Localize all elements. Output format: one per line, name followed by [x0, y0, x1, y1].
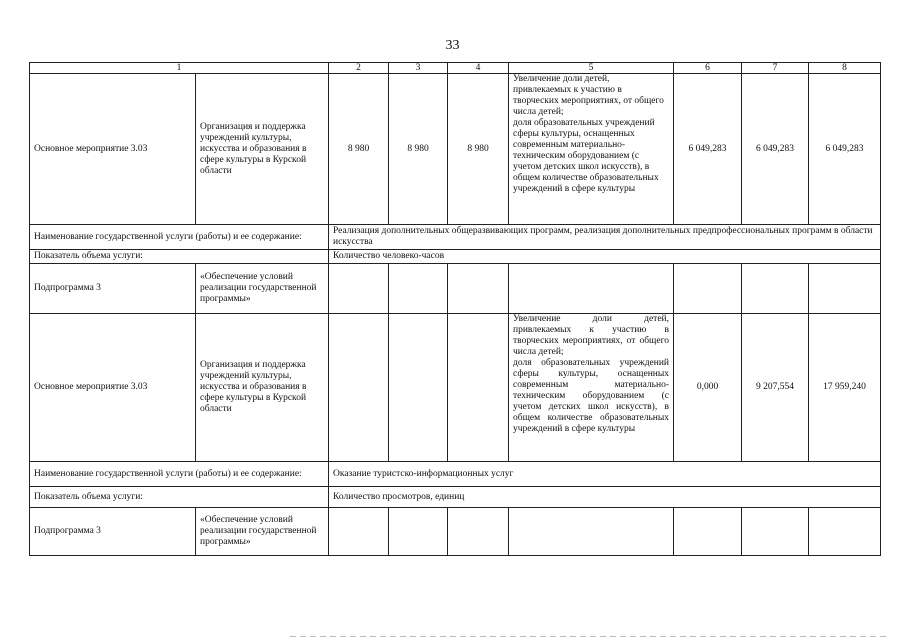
empty-cell: [448, 264, 509, 314]
table-row: [30, 487, 881, 508]
table-row: [30, 250, 881, 264]
value-col-6: 6 049,283: [674, 74, 742, 225]
subprogram-name: «Обеспечение условий реализации государственной программы»: [196, 508, 329, 556]
service-label: Наименование государственной услуги (работы) и ее содержание:: [30, 462, 329, 487]
empty-cell: [329, 508, 389, 556]
indicator-text: Увеличение доли детей, привлекаемых к участию в творческих мероприятиях, от общего числа детей; доля образовательных учреждений сферы культуры, оснащенных современным материально-техническим оборудованием (с учетом детских школ искусств), в общем количестве образовательных учреждений в сфере культуры: [509, 314, 674, 462]
volume-value: Количество человеко-часов: [329, 250, 881, 264]
empty-cell: [809, 508, 881, 556]
subprogram-label: Подпрограмма 3: [30, 508, 196, 556]
value-col-6: 0,000: [674, 314, 742, 462]
subprogram-label: Подпрограмма 3: [30, 264, 196, 314]
service-value: Реализация дополнительных общеразвивающих программ, реализация дополнительных предпрофессиональных программ в области искусства: [329, 225, 881, 250]
activity-name: Организация и поддержка учреждений культуры, искусства и образования в сфере культуры в Курской области: [196, 74, 329, 225]
subprogram-name: «Обеспечение условий реализации государственной программы»: [196, 264, 329, 314]
empty-cell: [742, 508, 809, 556]
empty-cell: [389, 314, 448, 462]
value-col-8: 6 049,283: [809, 74, 881, 225]
table-row: [30, 264, 881, 314]
value-col-8: 17 959,240: [809, 314, 881, 462]
program-table: [29, 62, 881, 556]
header-col-2: 2: [329, 63, 389, 74]
volume-value: Количество просмотров, единиц: [329, 487, 881, 508]
table-row: [30, 508, 881, 556]
volume-label: Показатель объема услуги:: [30, 250, 329, 264]
table-row: [30, 225, 881, 250]
header-col-5: 5: [509, 63, 674, 74]
empty-cell: [742, 264, 809, 314]
empty-cell: [809, 264, 881, 314]
empty-cell: [329, 264, 389, 314]
page-number: 33: [445, 38, 460, 53]
empty-cell: [509, 508, 674, 556]
service-value: Оказание туристско-информационных услуг: [329, 462, 881, 487]
empty-cell: [448, 314, 509, 462]
empty-cell: [509, 264, 674, 314]
value-col-2: 8 980: [329, 74, 389, 225]
header-col-7: 7: [742, 63, 809, 74]
table-row: [30, 462, 881, 487]
empty-cell: [389, 264, 448, 314]
header-col-1: 1: [30, 63, 329, 74]
volume-label: Показатель объема услуги:: [30, 487, 329, 508]
table-row: [30, 314, 881, 462]
indicator-text: Увеличение доли детей, привлекаемых к участию в творческих мероприятиях, от общего числа детей; доля образовательных учреждений сферы культуры, оснащенных современным материально-техническим оборудованием (с учетом детских школ искусств), в общем количестве образовательных учреждений в сфере культуры: [509, 74, 674, 225]
service-label: Наименование государственной услуги (работы) и ее содержание:: [30, 225, 329, 250]
empty-cell: [674, 508, 742, 556]
value-col-4: 8 980: [448, 74, 509, 225]
table-row: [30, 74, 881, 225]
empty-cell: [329, 314, 389, 462]
header-row: [30, 63, 881, 74]
header-col-6: 6: [674, 63, 742, 74]
scan-edge-line: [290, 636, 890, 637]
value-col-3: 8 980: [389, 74, 448, 225]
activity-label: Основное мероприятие 3.03: [30, 314, 196, 462]
header-col-8: 8: [809, 63, 881, 74]
value-col-7: 6 049,283: [742, 74, 809, 225]
header-col-4: 4: [448, 63, 509, 74]
empty-cell: [448, 508, 509, 556]
value-col-7: 9 207,554: [742, 314, 809, 462]
empty-cell: [389, 508, 448, 556]
header-col-3: 3: [389, 63, 448, 74]
activity-name: Организация и поддержка учреждений культуры, искусства и образования в сфере культуры в Курской области: [196, 314, 329, 462]
empty-cell: [674, 264, 742, 314]
activity-label: Основное мероприятие 3.03: [30, 74, 196, 225]
